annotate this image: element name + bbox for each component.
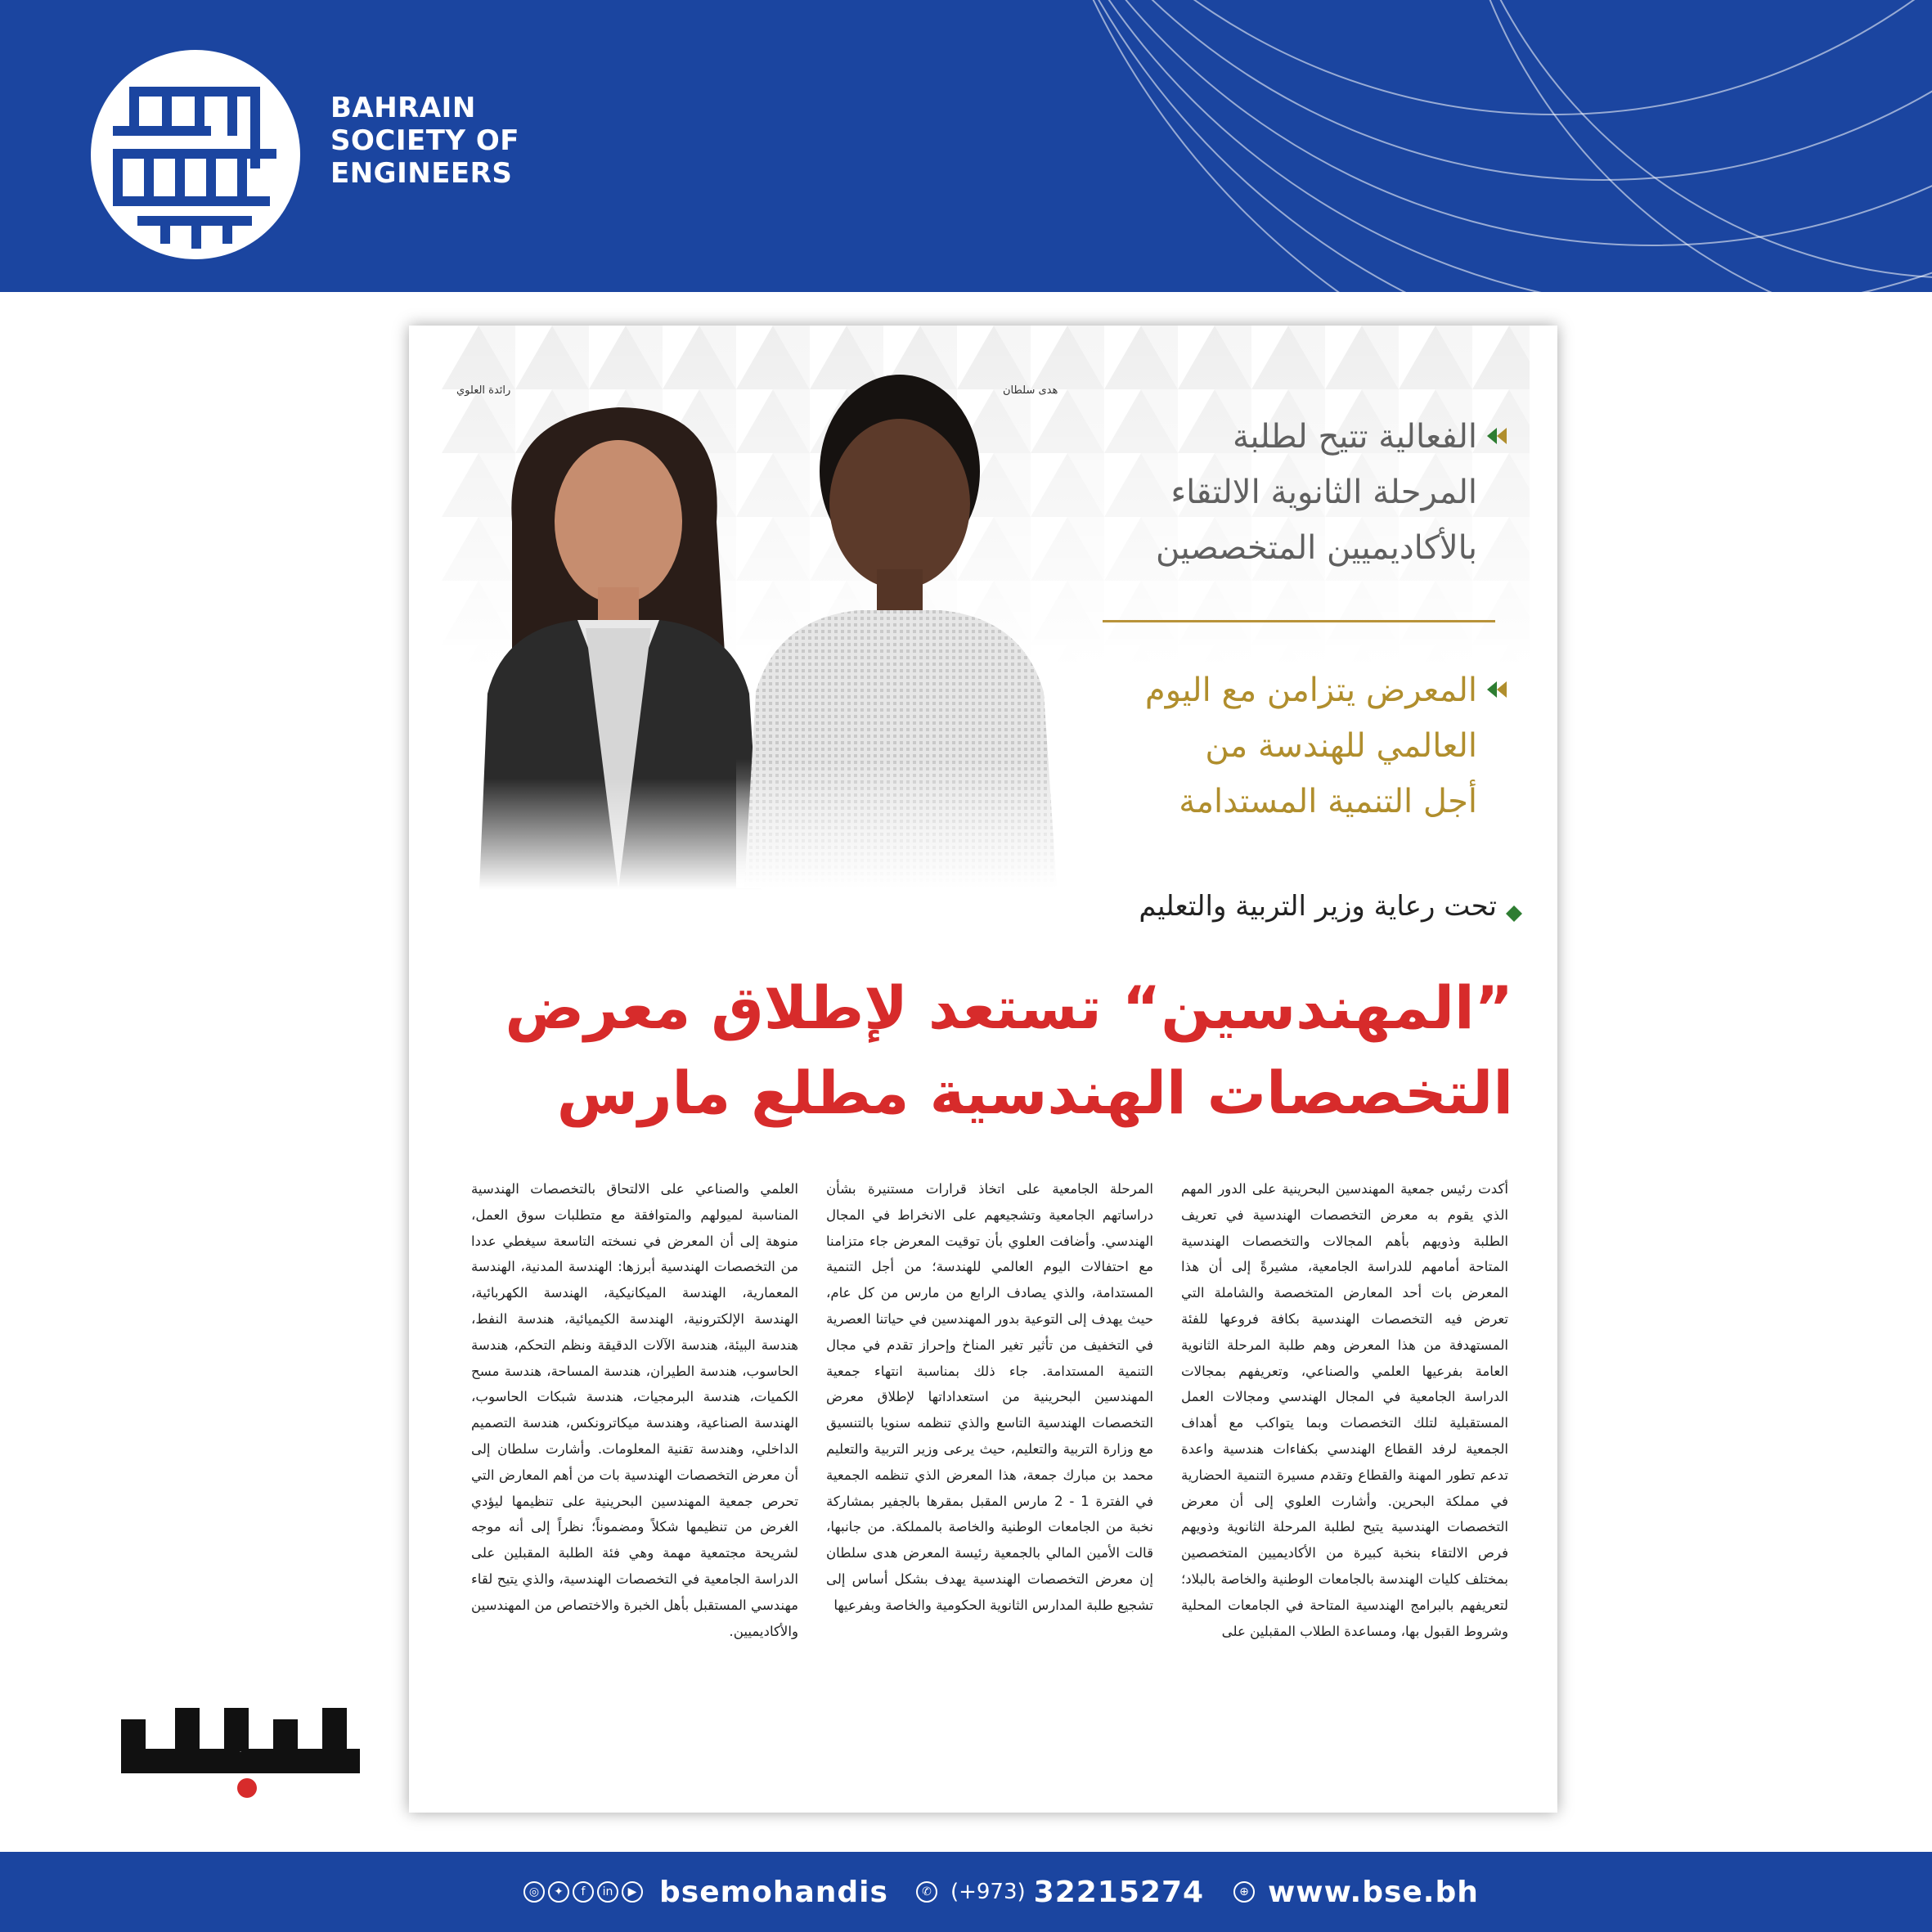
albilad-newspaper-logo: [118, 1703, 363, 1801]
twitter-icon[interactable]: ✦: [548, 1881, 569, 1903]
bse-logo-emblem: [88, 47, 303, 262]
phone-prefix: (+973): [950, 1880, 1026, 1904]
article-headline: [409, 965, 1513, 1135]
linkedin-icon[interactable]: in: [597, 1881, 618, 1903]
highlight-one-line-2: المرحلة الثانوية الالتقاء: [1170, 474, 1477, 511]
footer-contacts: [523, 1873, 1479, 1911]
newspaper-clipping: [409, 326, 1557, 1813]
bullet-icon: [1485, 680, 1513, 699]
highlight-two: [1145, 663, 1477, 829]
divider-line: [1103, 620, 1495, 622]
org-name-line-2: SOCIETY OF: [330, 124, 519, 157]
article-body: [471, 1176, 1508, 1799]
org-name-line-1: BAHRAIN: [330, 92, 476, 124]
albilad-name: البلاد: [240, 1752, 241, 1753]
facebook-icon[interactable]: f: [573, 1881, 594, 1903]
headline-line-1: ”المهندسين“ تستعد لإطلاق معرض: [505, 973, 1513, 1042]
youtube-icon[interactable]: ▶: [622, 1881, 643, 1903]
caption-raida-alalawi: رائدة العلوي: [456, 384, 511, 397]
highlight-one-line-1: الفعالية تتيح لطلبة: [1232, 418, 1477, 456]
social-handle[interactable]: bsemohandis: [659, 1875, 888, 1909]
bullet-icon: [1485, 426, 1513, 446]
org-name-line-3: ENGINEERS: [330, 157, 513, 190]
photo-huda-sultan: [736, 348, 1063, 888]
article-column-1: أكدت رئيس جمعية المهندسين البحرينية على الدور المهم الذي يقوم به معرض التخصصات الهندسية في تعريف الطلبة وذويهم بأهم المجالات والتخصصات الهندسية المتاحة أمامهم للدراسة الجامعية، مشيرةً إلى أن هذا المعرض بات أحد المعارض المتخصصة والشاملة التي تعرض فيه التخصصات الهندسية بكافة فروعها للفئة المستهدفة من هذا المعرض وهم طلبة المرحلة الثانوية العامة بفرعيها العلمي والصناعي، وتعريفهم بمجالات الدراسة الجامعية في المجال الهندسي ومجالات العمل المستقبلية لتلك التخصصات وبما يتواكب مع أهداف الجمعية لرفد القطاع الهندسي بكفاءات هندسية واعدة تدعم تطور المهنة والقطاع وتقدم مسيرة التنمية الحضارية في مملكة البحرين. وأشارت العلوي إلى أن معرض التخصصات الهندسية يتيح لطلبة المرحلة الثانوية وذويهم فرص الالتقاء بنخبة كبيرة من الأكاديميين المتخصصين بمختلف كليات الهندسة بالجامعات الوطنية والخاصة بالبلاد؛ لتعريفهم بالبرامج الهندسية المتاحة في الجامعات المحلية وشروط القبول بها، ومساعدة الطلاب المقبلين على: [1181, 1181, 1508, 1639]
kicker-bullet-icon: [1505, 905, 1523, 923]
org-name: [330, 92, 519, 190]
photo-raida-alalawi: [455, 383, 782, 890]
article-column-3: العلمي والصناعي على الالتحاق بالتخصصات الهندسية المناسبة لميولهم والمتوافقة مع متطلبات سوق العمل، منوهة إلى أن المعرض في نسخته التاسعة سيغطي عددا من التخصصات الهندسية أبرزها: الهندسة المدنية، الهندسة المعمارية، الهندسة الميكانيكية، الهندسة الكهربائية، الهندسة الإلكترونية، الهندسة الكيميائية، هندسة النفط، هندسة البيئة، هندسة الآلات الدقيقة ونظم التحكم، هندسة الحاسوب، هندسة الطيران، هندسة المساحة، هندسة مسح الكميات، هندسة البرمجيات، هندسة شبكات الحاسوب، الهندسة الصناعية، وهندسة ميكاترونكس، هندسة التصميم الداخلي، وهندسة تقنية المعلومات. وأشارت سلطان إلى أن معرض التخصصات الهندسية بات من أهم المعارض التي تحرص جمعية المهندسين البحرينية على تنظيمها ليؤدي الغرض من تنظيمها شكلاً ومضموناً؛ نظراً إلى أنه موجه لشريحة مجتمعية مهمة وهي فئة الطلبة المقبلين على الدراسة الجامعية في التخصصات الهندسية، والذي يتيح لقاء مهندسي المستقبل بأهل الخبرة والاختصاص من المهندسين والأكاديميين.: [471, 1181, 798, 1639]
highlight-one-line-3: بالأكاديميين المتخصصين: [1156, 529, 1477, 567]
whatsapp-icon: ✆: [916, 1881, 937, 1903]
highlight-two-line-1: المعرض يتزامن مع اليوم: [1144, 672, 1477, 709]
article-column-2: المرحلة الجامعية على اتخاذ قرارات مستنيرة بشأن دراساتهم الجامعية وتشجيعهم على الانخراط في المجال الهندسي. وأضافت العلوي بأن توقيت المعرض جاء متزامنا مع احتفالات اليوم العالمي للهندسة؛ من أجل التنمية المستدامة، والذي يصادف الرابع من مارس من كل عام، حيث يهدف إلى التوعية بدور المهندسين في حياتنا العصرية في التخفيف من تأثير تغير المناخ وإحراز تقدم في مجال التنمية المستدامة. جاء ذلك بمناسبة انتهاء جمعية المهندسين البحرينية من استعداداتها لإطلاق معرض التخصصات الهندسية التاسع والذي تنظمه سنويا بالتنسيق مع وزارة التربية والتعليم، حيث يرعى وزير التربية والتعليم محمد بن مبارك جمعة، هذا المعرض الذي تنظمه الجمعية في الفترة 1 - 2 مارس المقبل بمقرها بالجفير بمشاركة نخبة من الجامعات الوطنية والخاصة بالمملكة. من جانبها، قالت الأمين المالي بالجمعية رئيسة المعرض هدى سلطان إن معرض التخصصات الهندسية يهدف بشكل أساس إلى تشجيع طلبة المدارس الثانوية الحكومية والخاصة وبفرعيها: [826, 1181, 1153, 1613]
website-link[interactable]: www.bse.bh: [1268, 1875, 1479, 1909]
instagram-icon[interactable]: ◎: [523, 1881, 545, 1903]
caption-huda-sultan: هدى سلطان: [1003, 384, 1058, 397]
globe-icon: ⊕: [1233, 1881, 1255, 1903]
article-kicker: تحت رعاية وزير التربية والتعليم: [1139, 890, 1497, 923]
highlight-one: [1156, 409, 1477, 576]
footer-bar: [0, 1852, 1932, 1932]
highlight-two-line-3: أجل التنمية المستدامة: [1179, 783, 1477, 820]
header-banner: [0, 0, 1932, 292]
phone-number[interactable]: 32215274: [1033, 1875, 1205, 1909]
highlight-two-line-2: العالمي للهندسة من: [1205, 727, 1477, 765]
headline-line-2: التخصصات الهندسية مطلع مارس: [556, 1058, 1513, 1127]
